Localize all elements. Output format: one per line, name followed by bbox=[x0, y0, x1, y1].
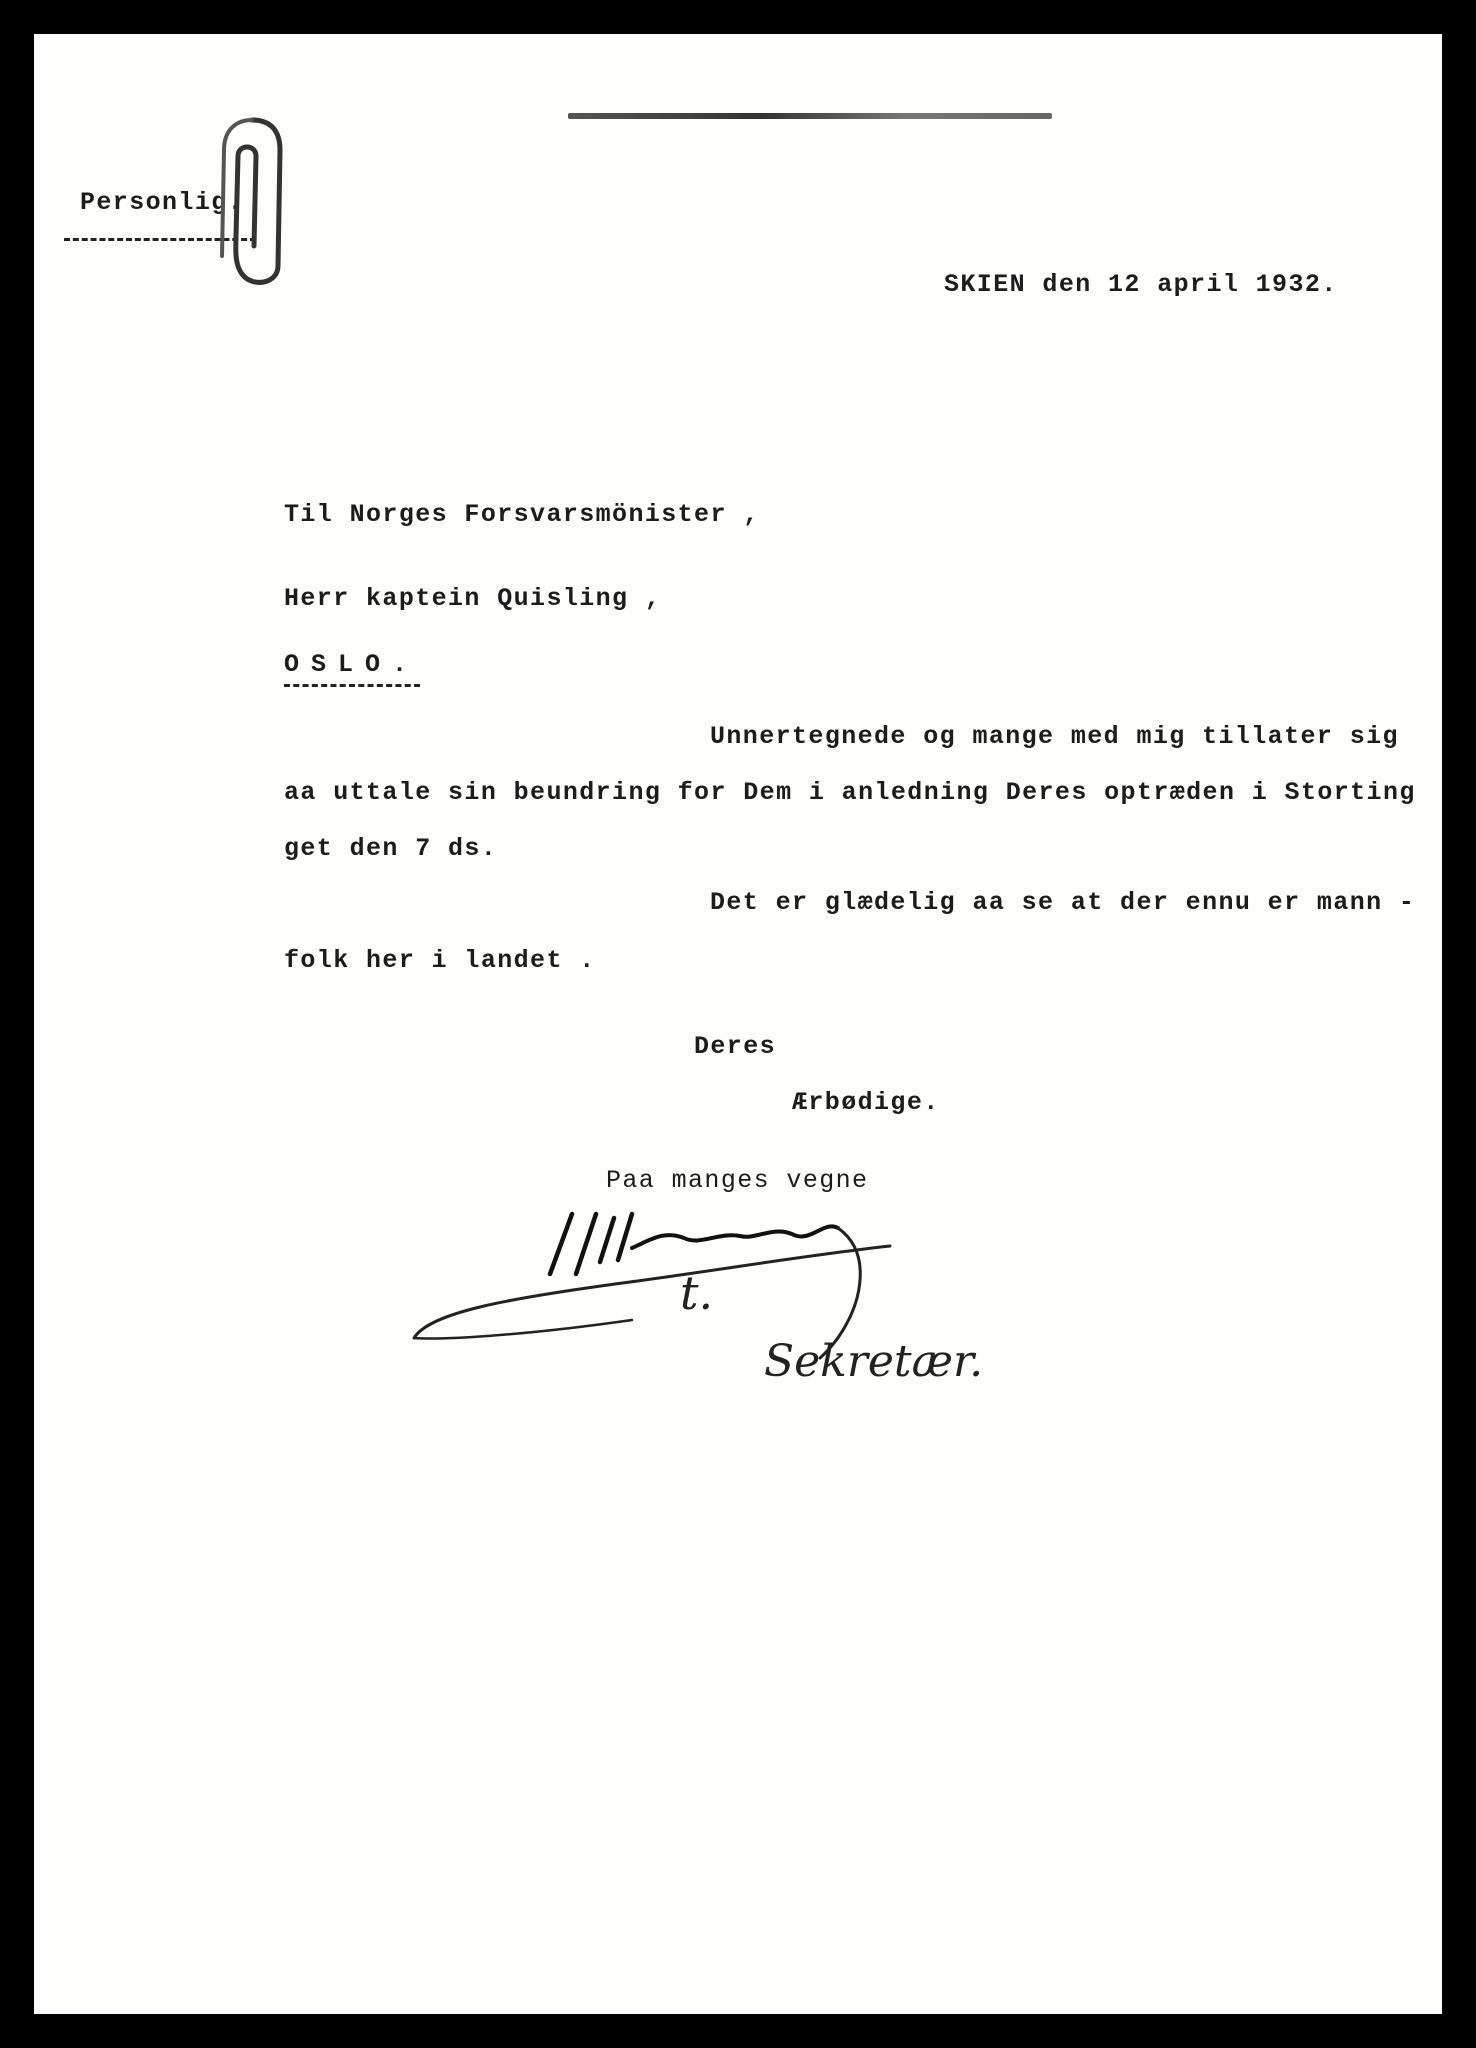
marking-personal: Personlig. bbox=[80, 188, 245, 217]
letter-page bbox=[34, 34, 1442, 2014]
header-rule bbox=[568, 113, 1052, 119]
signature-mark: t. bbox=[680, 1266, 714, 1320]
closing-deres: Deres bbox=[694, 1032, 777, 1061]
on-behalf-of-many: Paa manges vegne bbox=[606, 1166, 869, 1195]
recipient-city-underline bbox=[284, 684, 420, 687]
paperclip-icon bbox=[212, 116, 288, 292]
body-line-3: get den 7 ds. bbox=[284, 834, 498, 863]
signature-title: Sekretær. bbox=[764, 1336, 984, 1387]
signature-name bbox=[560, 1210, 803, 1261]
body-line-5: folk her i landet . bbox=[284, 946, 596, 975]
body-line-1: Unnertegnede og mange med mig tillater sig bbox=[710, 722, 1399, 751]
recipient-line-2: Herr kaptein Quisling , bbox=[284, 584, 662, 613]
place-date: SKIEN den 12 april 1932. bbox=[944, 270, 1338, 299]
recipient-city: OSLO. bbox=[284, 650, 420, 679]
body-line-4: Det er glædelig aa se at der ennu er mann - bbox=[710, 888, 1416, 917]
body-line-2: aa uttale sin beundring for Dem i anledning Deres optræden i Storting bbox=[284, 778, 1416, 807]
closing-aerbodige: Ærbødige. bbox=[792, 1088, 940, 1117]
recipient-line-1: Til Norges Forsvarsmönister , bbox=[284, 500, 760, 529]
